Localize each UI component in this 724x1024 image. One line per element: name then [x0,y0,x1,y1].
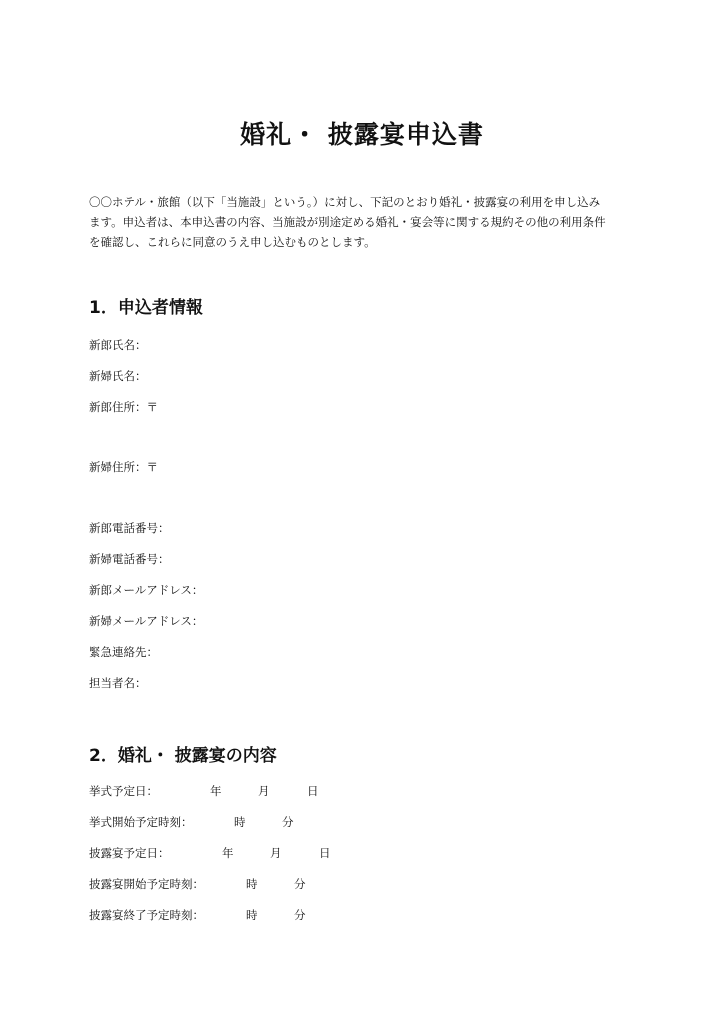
intro-line: を確認し、これらに同意のうえ申し込むものとします。 [89,235,376,249]
ceremony-start-hour-unit: 時 [234,815,246,829]
ceremony-date-label: 挙式予定日： [89,784,158,798]
reception-end-label: 披露宴終了予定時刻： [89,908,204,922]
emergency-contact-field[interactable]: 緊急連絡先： [89,645,158,659]
reception-start-minute-unit: 分 [294,877,306,891]
ceremony-date-year-unit: 年 [210,784,222,798]
section-heading-applicant-info: 1．申込者情報 [89,298,203,318]
groom-email-field[interactable]: 新郎メールアドレス： [89,583,204,597]
groom-name-field[interactable]: 新郎氏名： [89,338,147,352]
reception-date-day-unit: 日 [319,846,331,860]
reception-start-hour-unit: 時 [246,877,258,891]
reception-end-minute-unit: 分 [294,908,306,922]
reception-date-month-unit: 月 [270,846,282,860]
groom-phone-field[interactable]: 新郎電話番号： [89,521,170,535]
intro-line: ます。申込者は、本申込書の内容、当施設が別途定める婚礼・宴会等に関する規約その他の利用条件 [89,215,606,229]
ceremony-start-minute-unit: 分 [282,815,294,829]
bride-email-field[interactable]: 新婦メールアドレス： [89,614,204,628]
reception-end-hour-unit: 時 [246,908,258,922]
person-in-charge-field[interactable]: 担当者名： [89,676,147,690]
reception-date-year-unit: 年 [222,846,234,860]
bride-address-field[interactable]: 新婦住所：〒 [89,460,158,474]
reception-start-label: 披露宴開始予定時刻： [89,877,204,891]
intro-line: 〇〇ホテル・旅館（以下「当施設」という。）に対し、下記のとおり婚礼・披露宴の利用を申し込み [89,195,601,209]
ceremony-date-day-unit: 日 [307,784,319,798]
intro-paragraph [89,192,649,252]
ceremony-date-month-unit: 月 [258,784,270,798]
document-title: 婚礼・ 披露宴申込書 [240,120,484,149]
groom-address-field[interactable]: 新郎住所：〒 [89,400,158,414]
section-heading-wedding-details: 2．婚礼・ 披露宴の内容 [89,746,277,766]
reception-date-label: 披露宴予定日： [89,846,170,860]
bride-phone-field[interactable]: 新婦電話番号： [89,552,170,566]
ceremony-start-label: 挙式開始予定時刻： [89,815,193,829]
bride-name-field[interactable]: 新婦氏名： [89,369,147,383]
